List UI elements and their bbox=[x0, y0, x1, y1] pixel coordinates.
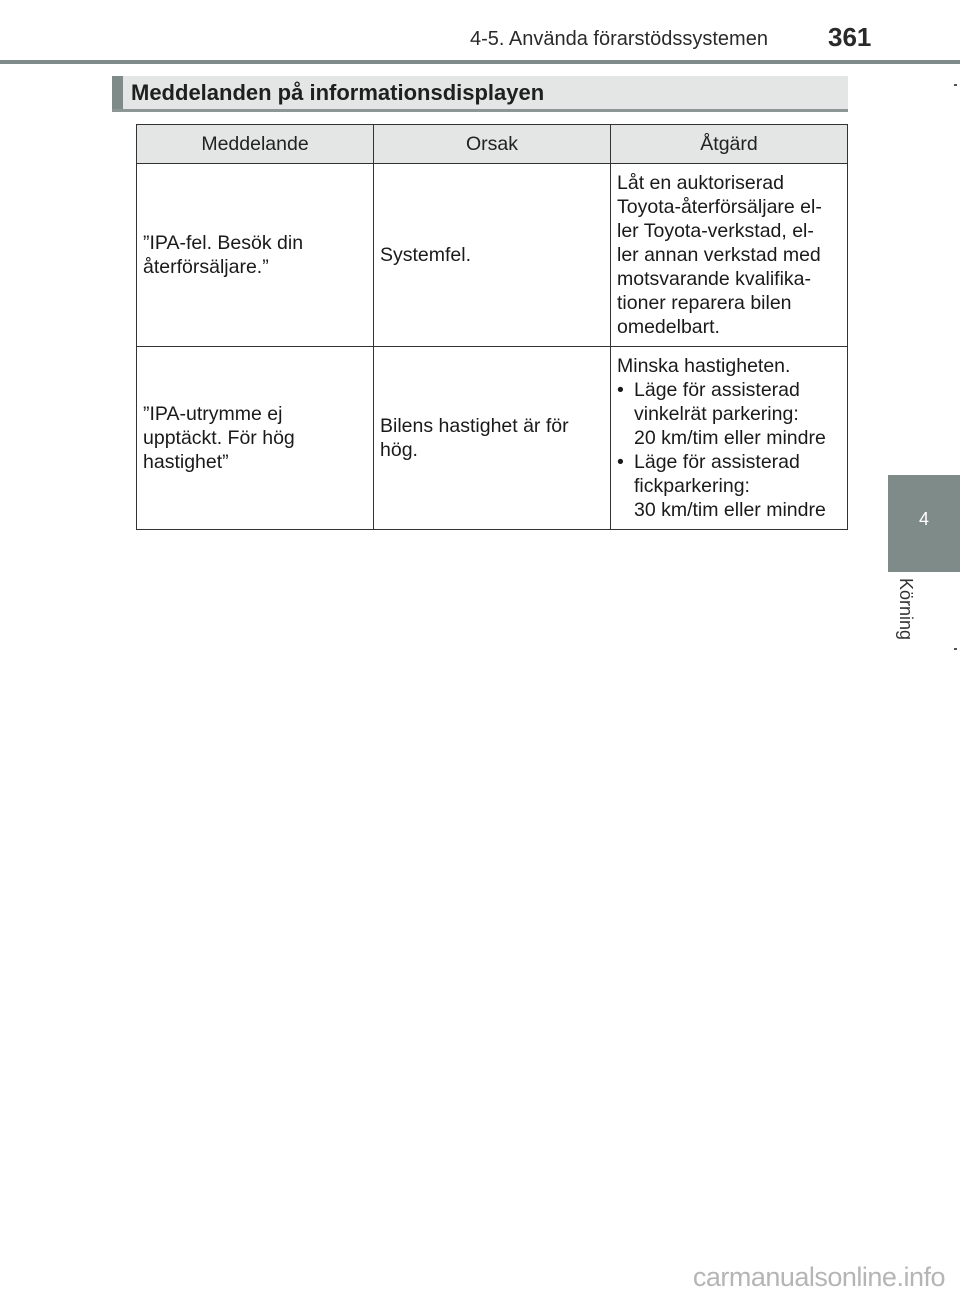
message-cell bbox=[137, 347, 374, 530]
edge-tick-mark bbox=[954, 648, 957, 650]
text-line: motsvarande kvalifika- bbox=[617, 268, 811, 290]
cause-cell bbox=[374, 347, 611, 530]
action-cell bbox=[611, 347, 848, 530]
message-cell bbox=[137, 164, 374, 347]
text-line: Toyota-återförsäljare el- bbox=[617, 196, 822, 218]
watermark: carmanualsonline.info bbox=[692, 1262, 945, 1292]
text-line: ler Toyota-verkstad, el- bbox=[617, 220, 814, 242]
chapter-tab-label: Körning bbox=[896, 578, 916, 641]
table-row bbox=[137, 347, 848, 530]
column-header-cause: Orsak bbox=[374, 125, 611, 164]
table-row bbox=[137, 164, 848, 347]
text-line: hög. bbox=[380, 439, 418, 461]
messages-table bbox=[136, 124, 848, 530]
text-line: ”IPA-utrymme ej bbox=[143, 403, 283, 425]
section-heading-bar bbox=[112, 76, 848, 112]
action-intro: Minska hastigheten. bbox=[617, 355, 791, 377]
page-number: 361 bbox=[828, 22, 872, 52]
action-bullet-list bbox=[617, 378, 841, 522]
chapter-section-title: 4-5. Använda förarstödssystemen bbox=[470, 28, 768, 50]
column-header-action: Åtgärd bbox=[611, 125, 848, 164]
text-line: Systemfel. bbox=[380, 244, 472, 266]
text-line: ler annan verkstad med bbox=[617, 244, 821, 266]
list-item bbox=[617, 450, 841, 522]
text-line: hastighet” bbox=[143, 451, 229, 473]
table-header-row bbox=[137, 125, 848, 164]
action-cell bbox=[611, 164, 848, 347]
text-line: omedelbart. bbox=[617, 316, 720, 338]
text-line: vinkelrät parkering: bbox=[634, 403, 799, 425]
column-header-message: Meddelande bbox=[137, 125, 374, 164]
bullet-icon: • bbox=[617, 379, 624, 401]
text-line: Låt en auktoriserad bbox=[617, 172, 784, 194]
text-line: Läge för assisterad bbox=[634, 451, 800, 473]
bullet-icon: • bbox=[617, 451, 624, 473]
list-item bbox=[617, 378, 841, 450]
text-line: tioner reparera bilen bbox=[617, 292, 792, 314]
chapter-tab-number: 4 bbox=[918, 509, 929, 529]
chapter-tab bbox=[888, 475, 960, 572]
text-line: Bilens hastighet är för bbox=[380, 415, 569, 437]
edge-tick-mark bbox=[954, 84, 957, 86]
section-accent-marker bbox=[112, 76, 123, 109]
section-title: Meddelanden på informationsdisplayen bbox=[131, 80, 545, 105]
text-line: ”IPA-fel. Besök din bbox=[143, 232, 304, 254]
cause-cell bbox=[374, 164, 611, 347]
text-line: 30 km/tim eller mindre bbox=[634, 499, 826, 521]
text-line: återförsäljare.” bbox=[143, 256, 269, 278]
text-line: upptäckt. För hög bbox=[143, 427, 295, 449]
header-divider bbox=[0, 60, 960, 64]
text-line: 20 km/tim eller mindre bbox=[634, 427, 826, 449]
text-line: Läge för assisterad bbox=[634, 379, 800, 401]
text-line: fickparkering: bbox=[634, 475, 750, 497]
